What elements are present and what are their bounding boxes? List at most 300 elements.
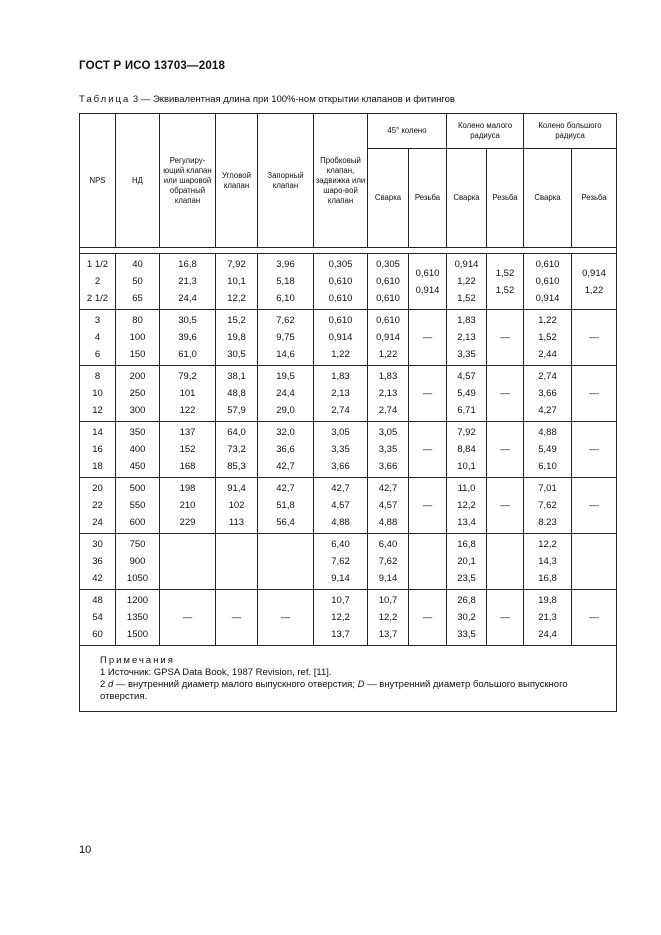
cell-value: 6 xyxy=(94,349,101,360)
cell-value: 33,5 xyxy=(457,629,476,640)
cell-value: 14 xyxy=(92,427,103,438)
cell-e45t xyxy=(409,478,447,534)
cell-value: 4,88 xyxy=(538,427,557,438)
cell-value: 210 xyxy=(179,500,196,511)
cell-value: 79,2 xyxy=(178,371,197,382)
cell-e45w xyxy=(368,422,409,478)
cell-check xyxy=(160,590,216,646)
cell-est xyxy=(487,254,524,310)
cell-value: 10,1 xyxy=(227,276,246,287)
cell-value: 4,88 xyxy=(331,517,350,528)
cell-value: 5,49 xyxy=(538,444,557,455)
cell-value: 3,96 xyxy=(276,259,295,270)
cell-nps xyxy=(80,478,116,534)
cell-angle xyxy=(216,422,258,478)
cell-value: 56,4 xyxy=(276,517,295,528)
cell-value: 6,40 xyxy=(331,539,350,550)
cell-value: 0,914 xyxy=(415,284,440,296)
cell-value: 300 xyxy=(129,405,146,416)
cell-value: 1500 xyxy=(126,629,149,640)
table-row xyxy=(80,534,617,590)
cell-value: 7,01 xyxy=(538,483,557,494)
cell-e45t xyxy=(409,590,447,646)
note-2-d-symbol: d xyxy=(107,679,114,690)
caption-label: Таблица xyxy=(79,94,131,105)
cell-value: 350 xyxy=(129,427,146,438)
cell-value: 1200 xyxy=(126,595,149,606)
cell-plug xyxy=(314,366,368,422)
cell-e45w xyxy=(368,310,409,366)
cell-value: 12,2 xyxy=(538,539,557,550)
cell-e45w xyxy=(368,590,409,646)
note-2-text-a: — внутренний диаметр малого выпускного отверстия; xyxy=(113,679,358,690)
cell-e45w xyxy=(368,254,409,310)
cell-elt xyxy=(572,366,617,422)
cell-angle xyxy=(216,534,258,590)
cell-value: 3,66 xyxy=(331,461,350,472)
cell-value: 12,2 xyxy=(331,612,350,623)
cell-nps xyxy=(80,590,116,646)
cell-value: 6,10 xyxy=(276,293,295,304)
cell-plug xyxy=(314,534,368,590)
cell-value: 30,5 xyxy=(227,349,246,360)
cell-value: 0,610 xyxy=(328,315,353,326)
cell-value: 3,05 xyxy=(331,427,350,438)
cell-e45t xyxy=(409,422,447,478)
cell-value: 12,2 xyxy=(378,612,398,623)
cell-est xyxy=(487,366,524,422)
cell-value: 38,1 xyxy=(227,371,246,382)
cell-value: 1,22 xyxy=(331,349,350,360)
cell-angle xyxy=(216,590,258,646)
cell-elt xyxy=(572,590,617,646)
cell-value: 4,57 xyxy=(457,371,476,382)
cell-elw xyxy=(524,534,572,590)
cell-value: 150 xyxy=(129,349,146,360)
cell-value: 2,13 xyxy=(457,332,476,343)
cell-value: — xyxy=(231,612,242,623)
col-large-thread: Резьба xyxy=(572,149,617,248)
cell-nd xyxy=(116,478,160,534)
col-small-thread: Резьба xyxy=(487,149,524,248)
cell-check xyxy=(160,478,216,534)
cell-value: 36,6 xyxy=(276,444,295,455)
cell-e45t xyxy=(409,534,447,590)
cell-plug xyxy=(314,590,368,646)
cell-value: 24,4 xyxy=(178,293,197,304)
cell-globe xyxy=(258,422,314,478)
cell-esw xyxy=(447,534,487,590)
cell-value: 64,0 xyxy=(227,427,246,438)
cell-value: 9,14 xyxy=(378,573,398,584)
cell-value: 400 xyxy=(129,444,146,455)
col-globe-valve: Запорный клапан xyxy=(258,114,314,248)
cell-value: 4,57 xyxy=(378,500,398,511)
cell-value: 3,66 xyxy=(378,461,398,472)
cell-value: 21,3 xyxy=(178,276,197,287)
cell-globe xyxy=(258,590,314,646)
cell-value: — xyxy=(500,388,510,399)
cell-est xyxy=(487,590,524,646)
cell-value: 600 xyxy=(129,517,146,528)
cell-value: 1,52 xyxy=(457,293,476,304)
cell-value: 5,18 xyxy=(276,276,295,287)
cell-esw xyxy=(447,310,487,366)
cell-check xyxy=(160,310,216,366)
cell-value: 7,62 xyxy=(276,315,295,326)
cell-elw xyxy=(524,310,572,366)
cell-elw xyxy=(524,366,572,422)
col-small-weld: Сварка xyxy=(447,149,487,248)
cell-value: 14,6 xyxy=(276,349,295,360)
cell-globe xyxy=(258,310,314,366)
cell-value: 13,7 xyxy=(378,629,398,640)
cell-value: — xyxy=(589,612,599,623)
cell-check xyxy=(160,254,216,310)
cell-value: 36 xyxy=(92,556,103,567)
cell-value: 7,62 xyxy=(331,556,350,567)
cell-value: — xyxy=(182,612,193,623)
cell-value: 500 xyxy=(129,483,146,494)
cell-value: 198 xyxy=(179,483,196,494)
cell-value: 7,92 xyxy=(227,259,246,270)
cell-angle xyxy=(216,310,258,366)
cell-value: 18 xyxy=(92,461,103,472)
col-angle-valve: Угловой клапан xyxy=(216,114,258,248)
cell-value: 20,1 xyxy=(457,556,476,567)
col-check-valve: Регулиру-ющий клапан или шаровой обратный клапан xyxy=(160,114,216,248)
cell-value: 1,22 xyxy=(457,276,476,287)
note-2-number: 2 xyxy=(100,679,108,690)
cell-est xyxy=(487,310,524,366)
cell-value: 19,8 xyxy=(227,332,246,343)
cell-value: 0,610 xyxy=(376,315,400,326)
cell-value: 16,8 xyxy=(538,573,557,584)
cell-value: 1050 xyxy=(126,573,149,584)
cell-value: 85,3 xyxy=(227,461,246,472)
col-nps: NPS xyxy=(80,114,116,248)
cell-globe xyxy=(258,366,314,422)
cell-value: 24 xyxy=(92,517,103,528)
cell-value: 0,914 xyxy=(582,267,606,279)
cell-value: 42,7 xyxy=(276,483,295,494)
cell-value: 3,05 xyxy=(378,427,398,438)
cell-plug xyxy=(314,254,368,310)
cell-est xyxy=(487,422,524,478)
cell-value: 60 xyxy=(92,629,103,640)
cell-value: 250 xyxy=(129,388,146,399)
cell-elt xyxy=(572,422,617,478)
cell-elt xyxy=(572,310,617,366)
cell-value: 23,5 xyxy=(457,573,476,584)
cell-value: 200 xyxy=(129,371,146,382)
cell-value: 51,8 xyxy=(276,500,295,511)
cell-value: 24,4 xyxy=(276,388,295,399)
cell-value: 4,27 xyxy=(538,405,557,416)
cell-value: 0,610 xyxy=(328,293,353,304)
cell-value: 2 1/2 xyxy=(86,293,109,304)
cell-est xyxy=(487,478,524,534)
cell-value: 1,22 xyxy=(378,349,398,360)
cell-value: 0,610 xyxy=(376,276,400,287)
cell-value: — xyxy=(500,612,510,623)
table-row xyxy=(80,366,617,422)
cell-value: 1,83 xyxy=(457,315,476,326)
cell-nd xyxy=(116,534,160,590)
cell-value: 32,0 xyxy=(276,427,295,438)
cell-angle xyxy=(216,254,258,310)
cell-value: 15,2 xyxy=(227,315,246,326)
cell-value: 65 xyxy=(132,293,143,304)
cell-check xyxy=(160,422,216,478)
cell-value: 6,10 xyxy=(538,461,557,472)
col-large-weld: Сварка xyxy=(524,149,572,248)
cell-value: 0,914 xyxy=(376,332,400,343)
cell-value: 0,610 xyxy=(535,259,560,270)
cell-value: — xyxy=(589,388,599,399)
cell-value: 11,0 xyxy=(457,483,476,494)
col-elbow-45: 45° колено xyxy=(368,114,447,149)
cell-value: 40 xyxy=(132,259,143,270)
cell-value: 168 xyxy=(179,461,196,472)
cell-value: 4,88 xyxy=(378,517,398,528)
cell-nd xyxy=(116,254,160,310)
cell-elt xyxy=(572,254,617,310)
cell-elw xyxy=(524,590,572,646)
cell-value: 9,14 xyxy=(331,573,350,584)
cell-value: 42,7 xyxy=(378,483,398,494)
cell-value: 0,610 xyxy=(535,276,560,287)
cell-esw xyxy=(447,254,487,310)
cell-value: 29,0 xyxy=(276,405,295,416)
cell-value: 8,84 xyxy=(457,444,476,455)
cell-value: 0,305 xyxy=(376,259,400,270)
cell-value: 3,35 xyxy=(331,444,350,455)
cell-value: 2 xyxy=(94,276,101,287)
cell-e45w xyxy=(368,534,409,590)
cell-value: 22 xyxy=(92,500,103,511)
cell-elw xyxy=(524,478,572,534)
cell-value: 6,40 xyxy=(378,539,398,550)
cell-esw xyxy=(447,590,487,646)
table-row xyxy=(80,478,617,534)
cell-plug xyxy=(314,422,368,478)
cell-globe xyxy=(258,478,314,534)
cell-value: 7,62 xyxy=(538,500,557,511)
cell-value: 8 xyxy=(94,371,101,382)
cell-value: 30,5 xyxy=(178,315,197,326)
cell-value: 50 xyxy=(132,276,143,287)
cell-value: 8.23 xyxy=(538,517,557,528)
cell-value: 3,35 xyxy=(457,349,476,360)
cell-value: 1,83 xyxy=(331,371,350,382)
cell-value: 122 xyxy=(179,405,196,416)
cell-value: 2,13 xyxy=(378,388,398,399)
cell-value: 0,610 xyxy=(328,276,353,287)
cell-value: 750 xyxy=(129,539,146,550)
note-1: 1 Источник: GPSA Data Book, 1987 Revision, ref. [11]. xyxy=(100,667,332,678)
cell-value: 229 xyxy=(179,517,196,528)
cell-value: 2,13 xyxy=(331,388,350,399)
cell-value: 61,0 xyxy=(178,349,197,360)
cell-value: 19,8 xyxy=(538,595,557,606)
cell-value: 0,610 xyxy=(376,293,400,304)
cell-value: 6,71 xyxy=(457,405,476,416)
cell-check xyxy=(160,534,216,590)
cell-value: 48,8 xyxy=(227,388,246,399)
cell-value: 1,83 xyxy=(378,371,398,382)
cell-value: 0,305 xyxy=(328,259,353,270)
cell-value: 2,74 xyxy=(538,371,557,382)
table-row xyxy=(80,590,617,646)
cell-esw xyxy=(447,422,487,478)
table-caption xyxy=(79,94,455,105)
col-45-weld: Сварка xyxy=(368,149,409,248)
cell-est xyxy=(487,534,524,590)
page-number: 10 xyxy=(79,844,92,856)
cell-value: — xyxy=(500,500,510,511)
cell-value: — xyxy=(500,332,510,343)
cell-angle xyxy=(216,478,258,534)
cell-value: 1,52 xyxy=(495,267,515,279)
cell-value: 80 xyxy=(132,315,143,326)
cell-value: 10,7 xyxy=(331,595,350,606)
cell-value: 3,35 xyxy=(378,444,398,455)
cell-value: 900 xyxy=(129,556,146,567)
cell-value: 16 xyxy=(92,444,103,455)
cell-value: 4 xyxy=(94,332,101,343)
cell-value: 30,2 xyxy=(457,612,476,623)
cell-nps xyxy=(80,422,116,478)
cell-value: 3 xyxy=(94,315,101,326)
cell-elw xyxy=(524,254,572,310)
equivalent-length-table xyxy=(79,113,617,712)
cell-value: 10,7 xyxy=(378,595,398,606)
cell-value: 10,1 xyxy=(457,461,476,472)
cell-value: 7,92 xyxy=(457,427,476,438)
cell-value: 39,6 xyxy=(178,332,197,343)
cell-value: 30 xyxy=(92,539,103,550)
cell-value: — xyxy=(589,500,599,511)
cell-value: — xyxy=(422,612,433,623)
cell-value: 1 1/2 xyxy=(86,259,109,270)
cell-value: 1,22 xyxy=(584,284,604,296)
cell-value: 19,5 xyxy=(276,371,295,382)
cell-value: 7,62 xyxy=(378,556,398,567)
cell-esw xyxy=(447,366,487,422)
cell-value: 73,2 xyxy=(227,444,246,455)
cell-value: 10 xyxy=(92,388,103,399)
cell-angle xyxy=(216,366,258,422)
cell-value: 2,74 xyxy=(378,405,398,416)
cell-value: — xyxy=(280,612,291,623)
cell-value: 42,7 xyxy=(276,461,295,472)
cell-value: 12,2 xyxy=(227,293,246,304)
cell-value: 16,8 xyxy=(178,259,197,270)
cell-value: 13,7 xyxy=(331,629,350,640)
col-45-thread: Резьба xyxy=(409,149,447,248)
cell-value: 91,4 xyxy=(227,483,246,494)
document-header: ГОСТ Р ИСО 13703—2018 xyxy=(79,60,226,72)
cell-value: 9,75 xyxy=(276,332,295,343)
cell-value: 1350 xyxy=(126,612,149,623)
cell-value: 101 xyxy=(179,388,196,399)
cell-value: — xyxy=(422,388,433,399)
cell-value: 24,4 xyxy=(538,629,557,640)
cell-e45t xyxy=(409,366,447,422)
cell-value: 0,914 xyxy=(535,293,560,304)
cell-check xyxy=(160,366,216,422)
col-elbow-small-radius: Колено малого радиуса xyxy=(447,114,524,149)
caption-number: 3 xyxy=(132,94,139,105)
table-row xyxy=(80,310,617,366)
cell-value: 12 xyxy=(92,405,103,416)
cell-value: — xyxy=(422,444,433,455)
cell-nps xyxy=(80,254,116,310)
cell-value: 137 xyxy=(179,427,196,438)
cell-value: 54 xyxy=(92,612,103,623)
cell-value: — xyxy=(589,444,599,455)
cell-value: — xyxy=(422,332,433,343)
note-2 xyxy=(84,679,612,703)
cell-value: 42,7 xyxy=(331,483,350,494)
cell-value: — xyxy=(589,332,599,343)
cell-nps xyxy=(80,366,116,422)
cell-value: 2,74 xyxy=(331,405,350,416)
caption-text: — Эквивалентная длина при 100%-ном открытии клапанов и фитингов xyxy=(138,94,455,105)
cell-nd xyxy=(116,590,160,646)
cell-value: 21,3 xyxy=(538,612,557,623)
cell-value: 12,2 xyxy=(457,500,476,511)
cell-value: 13,4 xyxy=(457,517,476,528)
cell-globe xyxy=(258,534,314,590)
table-row xyxy=(80,422,617,478)
cell-value: 5,49 xyxy=(457,388,476,399)
cell-value: — xyxy=(422,500,433,511)
cell-value: 450 xyxy=(129,461,146,472)
cell-elt xyxy=(572,478,617,534)
note-2-D-symbol: D xyxy=(357,679,365,690)
cell-nd xyxy=(116,310,160,366)
cell-value: 102 xyxy=(228,500,245,511)
cell-value: 57,9 xyxy=(227,405,246,416)
cell-value: 48 xyxy=(92,595,103,606)
col-plug-valve: Пробковый клапан, задвижка или шаро-вой клапан xyxy=(314,114,368,248)
cell-esw xyxy=(447,478,487,534)
table-notes xyxy=(80,646,617,712)
cell-nps xyxy=(80,310,116,366)
cell-value: 2,44 xyxy=(538,349,557,360)
cell-elw xyxy=(524,422,572,478)
cell-value: 0,914 xyxy=(328,332,353,343)
cell-value: 16,8 xyxy=(457,539,476,550)
cell-value: 42 xyxy=(92,573,103,584)
cell-e45t xyxy=(409,254,447,310)
cell-value: 1,22 xyxy=(538,315,557,326)
cell-e45t xyxy=(409,310,447,366)
note-2-text-b: — внутренний диаметр большого выпускного отверстия. xyxy=(100,679,568,702)
col-nd: НД xyxy=(116,114,160,248)
cell-value: 152 xyxy=(179,444,196,455)
cell-nd xyxy=(116,422,160,478)
cell-plug xyxy=(314,478,368,534)
cell-value: 3,66 xyxy=(538,388,557,399)
cell-value: 0,914 xyxy=(454,259,479,270)
cell-nd xyxy=(116,366,160,422)
cell-value: 0,610 xyxy=(415,267,440,279)
cell-value: 1,52 xyxy=(538,332,557,343)
cell-value: 113 xyxy=(228,517,245,528)
